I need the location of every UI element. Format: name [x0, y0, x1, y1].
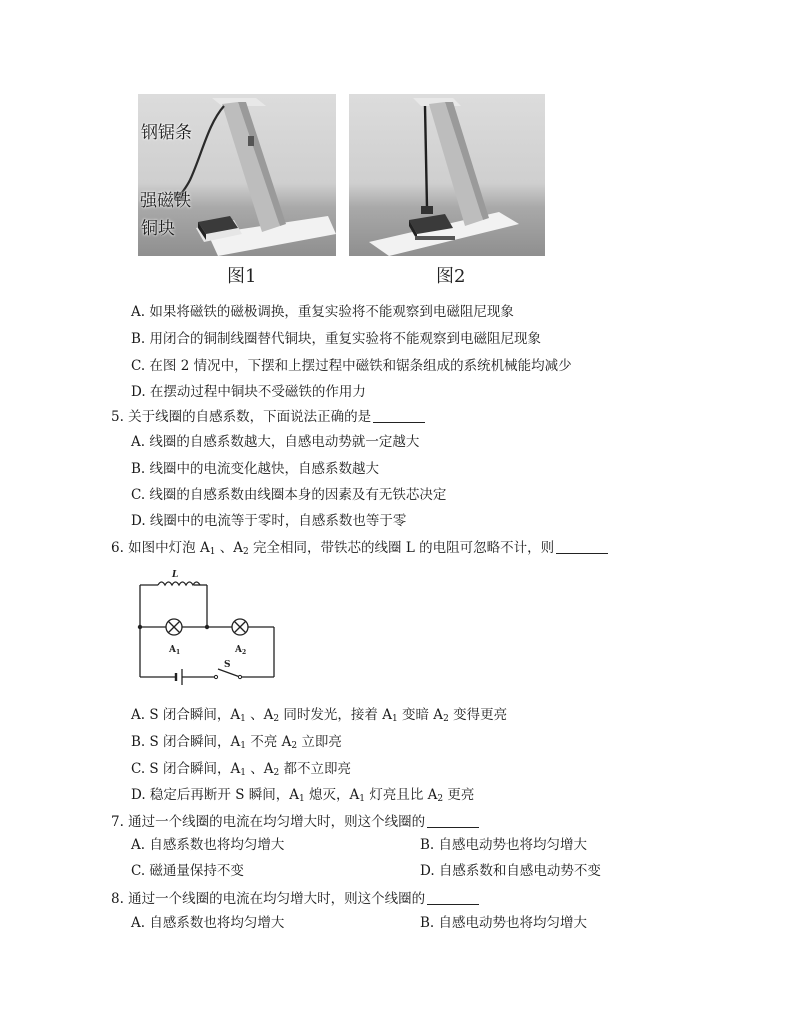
q7-option-c: C. 磁通量保持不变 — [131, 863, 244, 879]
q6-option-c-part: 、A — [245, 761, 274, 777]
circuit-diagram — [132, 565, 280, 693]
q6-option-a-part: 同时发光，接着 A — [279, 707, 392, 723]
q4-option-b: B. 用闭合的铜制线圈替代铜块，重复实验将不能观察到电磁阻尼现象 — [131, 331, 542, 347]
q6-stem-part: 、A — [215, 540, 243, 556]
q6-option-d-part: 熄灭，A — [304, 787, 360, 803]
q6-option-c-part: C. S 闭合瞬间，A — [131, 761, 241, 777]
q6-option-c-part: 都不立即亮 — [279, 761, 352, 777]
q4-option-c: C. 在图 2 情况中，下摆和上摆过程中磁铁和锯条组成的系统机械能均减少 — [131, 358, 572, 374]
q8-stem — [111, 890, 479, 908]
q5-stem-text: 5. 关于线圈的自感系数，下面说法正确的是 — [111, 409, 372, 425]
q4-option-d: D. 在摆动过程中铜块不受磁铁的作用力 — [131, 384, 366, 400]
q6-option-a-sub: 2 — [273, 714, 280, 724]
label-steel-strip: 钢锯条 — [141, 123, 192, 143]
q6-option-a-sub: 1 — [391, 714, 398, 724]
q6-stem-part: 6. 如图中灯泡 A — [111, 540, 210, 556]
q6-option-d-sub: 1 — [299, 794, 305, 804]
q6-option-a-sub: 2 — [443, 714, 449, 724]
q7-option-d: D. 自感系数和自感电动势不变 — [420, 863, 601, 879]
q6-option-a-part: 变得更亮 — [448, 707, 508, 723]
figure-1-photo — [138, 94, 336, 256]
q5-option-d: D. 线圈中的电流等于零时，自感系数也等于零 — [131, 513, 407, 529]
q6-option-b-part: B. S 闭合瞬间，A — [131, 734, 241, 750]
switch-label: S — [224, 660, 231, 670]
q6-option-d-sub: 1 — [359, 794, 366, 804]
q6-option-d — [131, 786, 474, 808]
figure-2-caption: 图2 — [436, 266, 466, 287]
q6-option-b-sub: 2 — [291, 741, 298, 751]
answer-blank — [427, 891, 479, 905]
q6-option-c-sub: 1 — [240, 768, 246, 778]
answer-blank — [427, 814, 479, 828]
q6-option-d-part: 灯亮且比 A — [365, 787, 438, 803]
q6-option-c — [131, 760, 351, 782]
lamp1-label-sub: 1 — [175, 649, 181, 656]
lamp2-label-letter: A — [235, 645, 242, 655]
q6-option-d-sub: 2 — [437, 794, 444, 804]
q6-option-c-sub: 2 — [273, 768, 280, 778]
coil-label: L — [172, 570, 179, 580]
q6-option-d-part: D. 稳定后再断开 S 瞬间，A — [131, 787, 300, 803]
q7-stem-text: 7. 通过一个线圈的电流在均匀增大时，则这个线圈的 — [111, 814, 426, 830]
answer-blank — [373, 409, 425, 423]
q6-stem-sub: 1 — [209, 547, 216, 557]
q6-option-a — [131, 706, 507, 728]
q6-stem-part: 完全相同，带铁芯的线圈 L 的电阻可忽略不计，则 — [248, 540, 555, 556]
lamp2-label — [234, 645, 246, 656]
label-strong-magnet: 强磁铁 — [140, 191, 191, 211]
q6-option-d-part: 更亮 — [443, 787, 475, 803]
answer-blank — [556, 540, 608, 554]
q6-option-a-sub: 1 — [240, 714, 246, 724]
q5-option-b: B. 线圈中的电流变化越快，自感系数越大 — [131, 461, 380, 477]
figure-2-apparatus — [349, 94, 545, 256]
q7-option-b: B. 自感电动势也将均匀增大 — [420, 837, 588, 853]
figure-2-photo — [349, 94, 545, 256]
lamp1-label — [168, 645, 180, 656]
q6-stem — [111, 539, 608, 561]
q6-option-a-part: 、A — [245, 707, 274, 723]
q7-stem — [111, 813, 479, 831]
q7-option-a: A. 自感系数也将均匀增大 — [131, 837, 285, 853]
q5-option-c: C. 线圈的自感系数由线圈本身的因素及有无铁芯决定 — [131, 487, 447, 503]
q6-option-a-part: 变暗 A — [397, 707, 444, 723]
q8-option-b: B. 自感电动势也将均匀增大 — [420, 915, 588, 931]
figure-1-caption: 图1 — [227, 266, 257, 287]
q8-option-a: A. 自感系数也将均匀增大 — [131, 915, 285, 931]
q6-stem-sub: 2 — [243, 547, 249, 557]
q6-option-a-part: A. S 闭合瞬间，A — [131, 707, 241, 723]
q6-option-b — [131, 733, 342, 755]
lamp1-label-letter: A — [169, 645, 176, 655]
q4-option-a: A. 如果将磁铁的磁极调换，重复实验将不能观察到电磁阻尼现象 — [131, 304, 514, 320]
q5-stem — [111, 408, 425, 426]
q6-option-b-part: 立即亮 — [297, 734, 342, 750]
q6-option-b-sub: 1 — [240, 741, 247, 751]
q5-option-a: A. 线圈的自感系数越大，自感电动势就一定越大 — [131, 434, 420, 450]
label-copper-block: 铜块 — [141, 219, 175, 239]
lamp2-label-sub: 2 — [241, 649, 247, 656]
q6-option-b-part: 不亮 A — [246, 734, 292, 750]
q8-stem-text: 8. 通过一个线圈的电流在均匀增大时，则这个线圈的 — [111, 891, 426, 907]
